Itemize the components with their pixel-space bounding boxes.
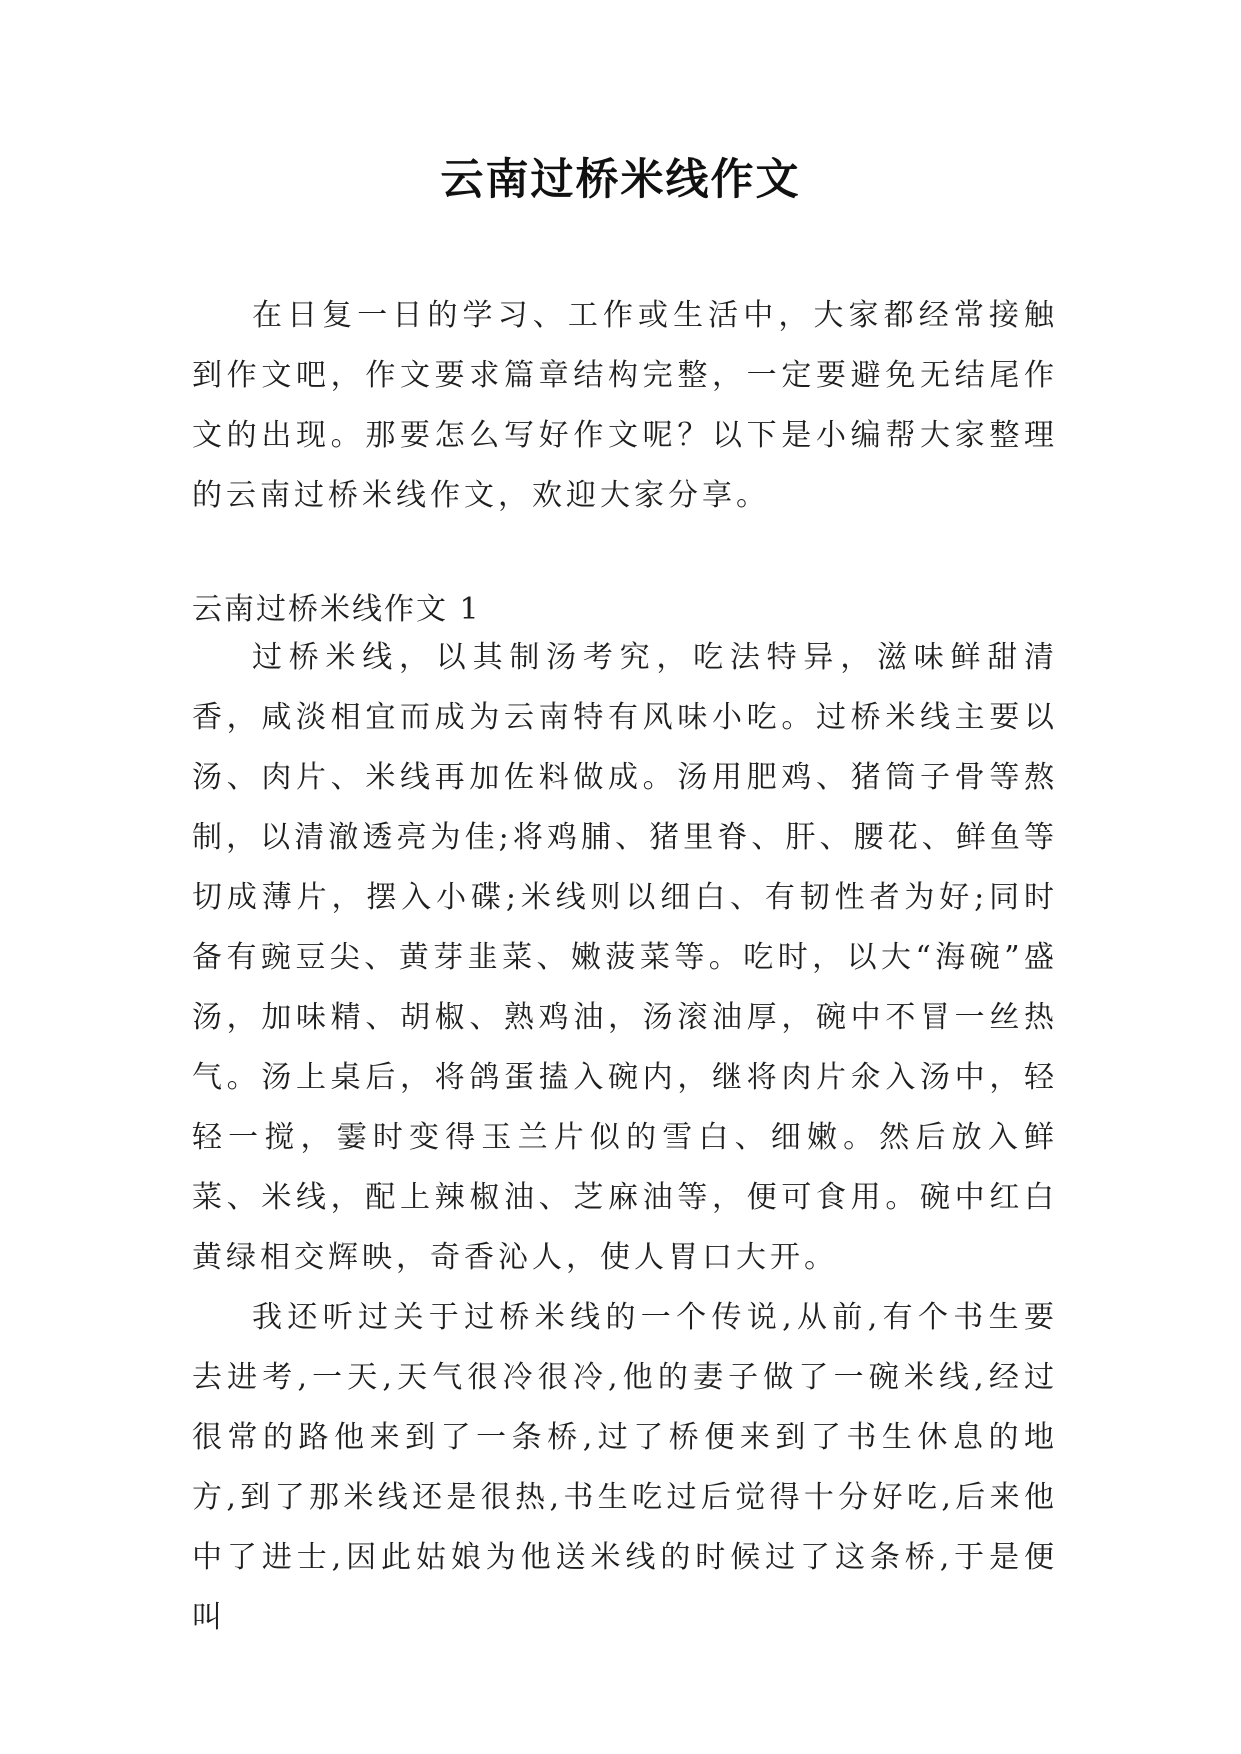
section-heading: 云南过桥米线作文 1: [192, 592, 481, 627]
intro-block: [192, 286, 1058, 526]
intro-paragraph: 在日复一日的学习、工作或生活中，大家都经常接触到作文吧，作文要求篇章结构完整，一定要避免无结尾作文的出现。那要怎么写好作文呢？以下是小编帮大家整理的云南过桥米线作文，欢迎大家分享。: [192, 298, 1058, 513]
essay-body: [192, 628, 1058, 1648]
essay-paragraph-1: 过桥米线，以其制汤考究，吃法特异，滋味鲜甜清香，咸淡相宜而成为云南特有风味小吃。过桥米线主要以汤、肉片、米线再加佐料做成。汤用肥鸡、猪筒子骨等熬制，以清澈透亮为佳;将鸡脯、猪里脊、肝、腰花、鲜鱼等切成薄片，摆入小碟;米线则以细白、有韧性者为好;同时备有豌豆尖、黄芽韭菜、嫩菠菜等。吃时，以大“海碗”盛汤，加味精、胡椒、熟鸡油，汤滚油厚，碗中不冒一丝热气。汤上桌后，将鸽蛋搕入碗内，继将肉片氽入汤中，轻轻一搅，霎时变得玉兰片似的雪白、细嫩。然后放入鲜菜、米线，配上辣椒油、芝麻油等，便可食用。碗中红白黄绿相交辉映，奇香沁人，使人胃口大开。: [192, 640, 1058, 1275]
document-title: 云南过桥米线作文: [440, 155, 801, 205]
essay-paragraph-2: 我还听过关于过桥米线的一个传说,从前,有个书生要去进考,一天,天气很冷很冷,他的妻子做了一碗米线,经过很常的路他来到了一条桥,过了桥便来到了书生休息的地方,到了那米线还是很热,书生吃过后觉得十分好吃,后来他中了进士,因此姑娘为他送米线的时候过了这条桥,于是便叫: [192, 1300, 1058, 1635]
